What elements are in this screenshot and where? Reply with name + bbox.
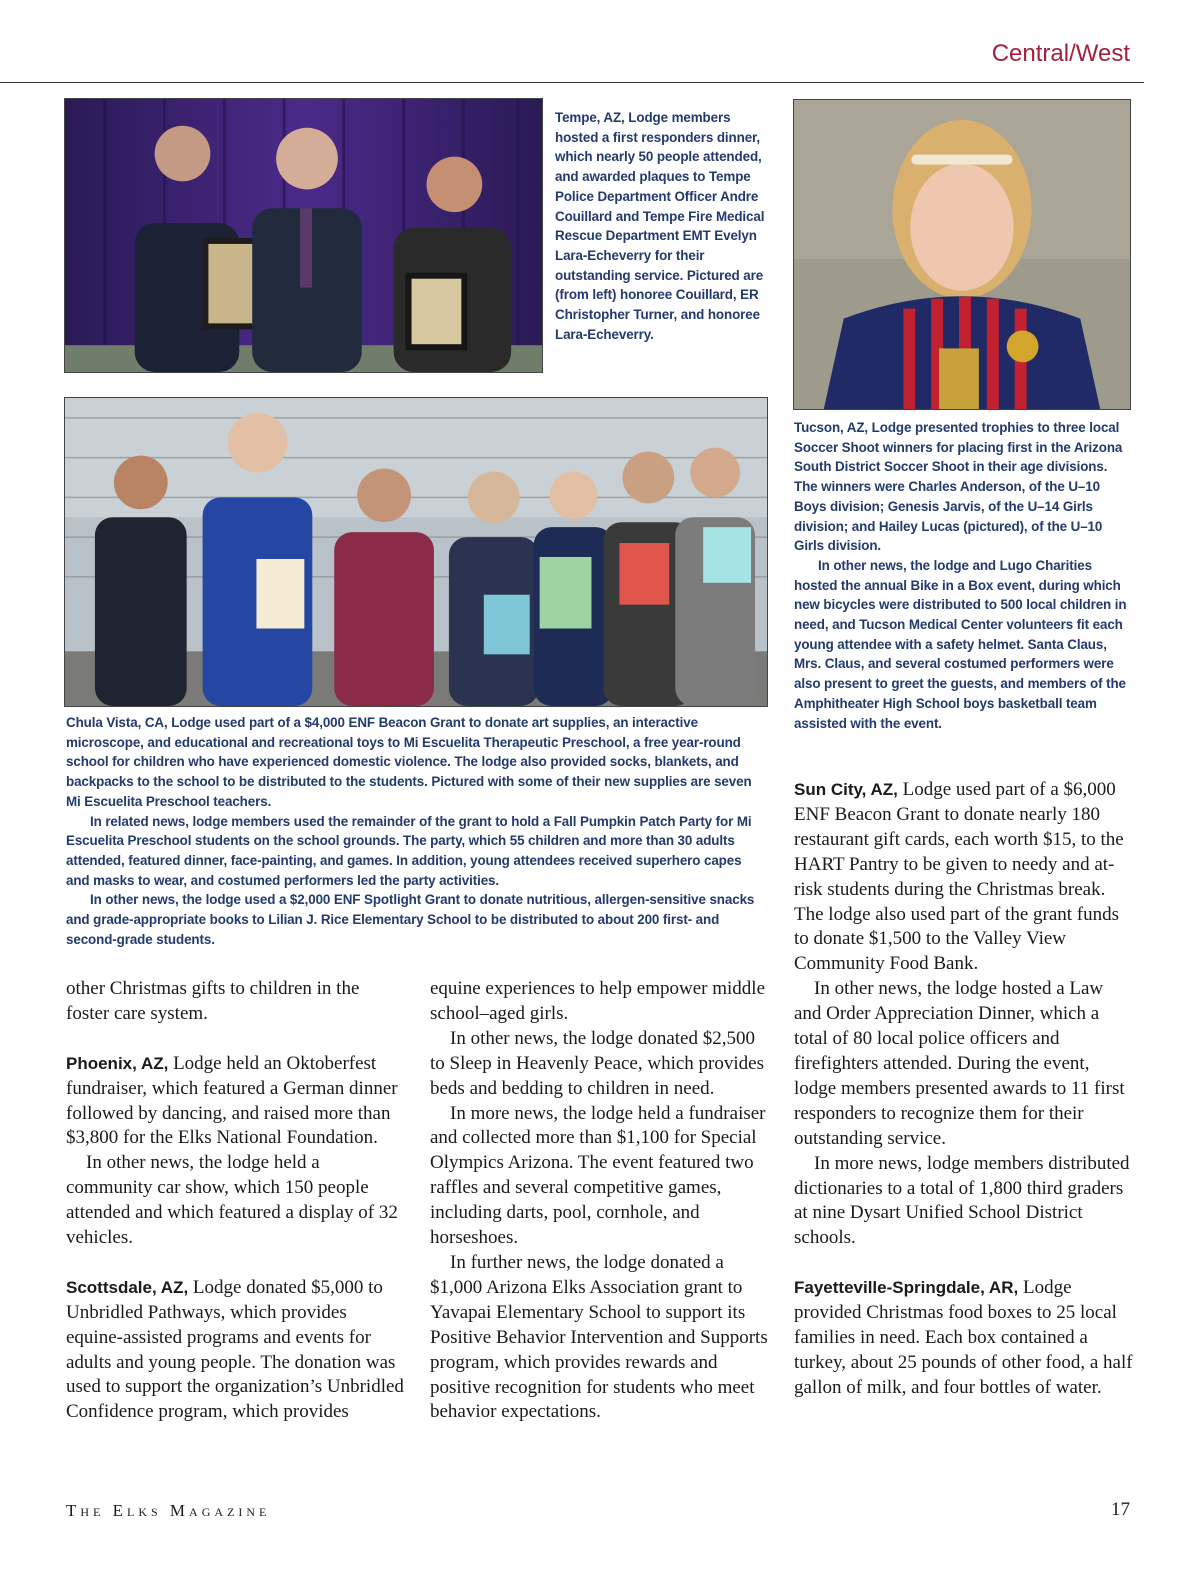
tucson-para2: In other news, the lodge and Lugo Charities hosted the annual Bike in a Box event, during which new bicycles were distributed to 500 local children in need, and Tucson Medical Center volunteers fit each young attendee with a safety helmet. Santa Claus, Mrs. Claus, and several costumed performers were also present to greet the guests, and members of the Amphitheater High School boys basketball team assisted with the event.	[794, 557, 1127, 731]
col2-para3: In more news, the lodge held a fundraiser and collected more than $1,100 for Special Olympics Arizona. The event featured two raffles and several competitive games, including darts, pool, cornhole, and horseshoes.	[430, 1102, 766, 1249]
tempe-location: Tempe, AZ,	[555, 110, 625, 125]
phoenix-text: Lodge held an Oktoberfest fundraiser, which featured a German dinner followed by dancing, and raised more than $3,800 for the Elks National Foundation.	[66, 1052, 398, 1149]
chula-vista-location: Chula Vista, CA,	[66, 715, 168, 730]
tempe-text: Lodge members hosted a first responders dinner, which nearly 50 people attended, and awarded plaques to Tempe Police Department Officer Andre Couillard and Tempe Fire Medical Rescue Department EMT Evelyn Lara-Echeverry for their outstanding service. Pictured are (from left) honoree Couillard, ER Christopher Turner, and honoree Lara-Echeverry.	[555, 110, 765, 342]
page-number: 17	[1111, 1499, 1130, 1520]
scottsdale-location: Scottsdale, AZ,	[66, 1277, 189, 1297]
col2-para4: In further news, the lodge donated a $1,000 Arizona Elks Association grant to Yavapai Elementary School to support its Positive Behavior Intervention and Supports program, which provides rewards and positive recognition for students who meet behavior expectations.	[430, 1251, 768, 1423]
sun-city-text: Lodge used part of a $6,000 ENF Beacon Grant to donate nearly 180 restaurant gift cards, each worth $15, to the HART Pantry to be given to needy and at-risk students during the Christmas break. The lodge also used part of the grant funds to donate $1,500 to the Valley View Community Food Bank.	[794, 779, 1124, 975]
chula-vista-para3: In other news, the lodge used a $2,000 ENF Spotlight Grant to donate nutritious, allergen-sensitive snacks and grade-appropriate books to Lilian J. Rice Elementary School to be distributed to about 200 first- and second-grade students.	[66, 892, 755, 947]
column-2	[430, 977, 770, 1425]
chula-vista-caption	[66, 713, 768, 949]
col1-carry: other Christmas gifts to children in the foster care system.	[66, 978, 360, 1024]
tempe-photo	[64, 98, 543, 373]
tucson-photo	[793, 99, 1131, 410]
tucson-text: Lodge presented trophies to three local Soccer Shoot winners for placing first in the Arizona South District Soccer Shoot in their age divisions. The winners were Charles Anderson, of the U–10 Boys division; Genesis Jarvis, of the U–14 Girls division; and Hailey Lucas (pictured), of the U–10 Girls division.	[794, 420, 1123, 554]
sun-city-location: Sun City, AZ,	[794, 780, 898, 799]
header-rule	[0, 82, 1144, 83]
tucson-location: Tucson, AZ,	[794, 420, 869, 435]
scottsdale-text: Lodge donated $5,000 to Unbridled Pathways, which provides equine-assisted programs and events for adults and young people. The donation was used to support the organization’s Unbridled Confidence program, which provides	[66, 1276, 404, 1423]
tempe-caption	[555, 108, 767, 344]
chula-vista-para2: In related news, lodge members used the remainder of the grant to hold a Fall Pumpkin Patch Party for Mi Escuelita Preschool students on the school grounds. The party, which 55 children and more than 30 adults attended, featured dinner, face-painting, and games. In addition, young attendees received superhero capes and masks to wear, and costumed performers led the party activities.	[66, 813, 752, 888]
fayetteville-text: Lodge provided Christmas food boxes to 25 local families in need. Each box contained a turkey, about 25 pounds of other food, a half gallon of milk, and four bottles of water.	[794, 1277, 1133, 1398]
magazine-title: The Elks Magazine	[66, 1501, 271, 1520]
sun-city-para2: In other news, the lodge hosted a Law and Order Appreciation Dinner, which a total of 80 local police officers and firefighters attended. During the event, lodge members presented awards to 11 first responders to recognize them for their outstanding service.	[794, 978, 1125, 1149]
chula-vista-text: Lodge used part of a $4,000 ENF Beacon Grant to donate art supplies, an interactive microscope, and educational and recreational toys to Mi Escuelita Therapeutic Preschool, a free year-round school for children who have experienced domestic violence. The lodge also provided socks, blankets, and backpacks to the school to be distributed to the students. Pictured with some of their new supplies are seven Mi Escuelita Preschool teachers.	[66, 715, 752, 809]
phoenix-location: Phoenix, AZ,	[66, 1053, 169, 1073]
col2-para2: In other news, the lodge donated $2,500 to Sleep in Heavenly Peace, which provides beds and bedding to children in need.	[430, 1027, 764, 1099]
sun-city-para3: In more news, lodge members distributed dictionaries to a total of 1,800 third graders at nine Dysart Unified School District schools.	[794, 1152, 1130, 1249]
col2-carry: equine experiences to help empower middle school–aged girls.	[430, 978, 766, 1024]
fayetteville-location: Fayetteville-Springdale, AR,	[794, 1278, 1019, 1298]
phoenix-para2: In other news, the lodge held a community car show, which 150 people attended and which featured a display of 32 vehicles.	[66, 1152, 398, 1249]
section-label: Central/West	[991, 40, 1130, 67]
column-1	[66, 977, 406, 1425]
tucson-caption	[794, 418, 1134, 733]
chula-vista-photo	[64, 397, 768, 707]
column-3	[794, 778, 1134, 1401]
